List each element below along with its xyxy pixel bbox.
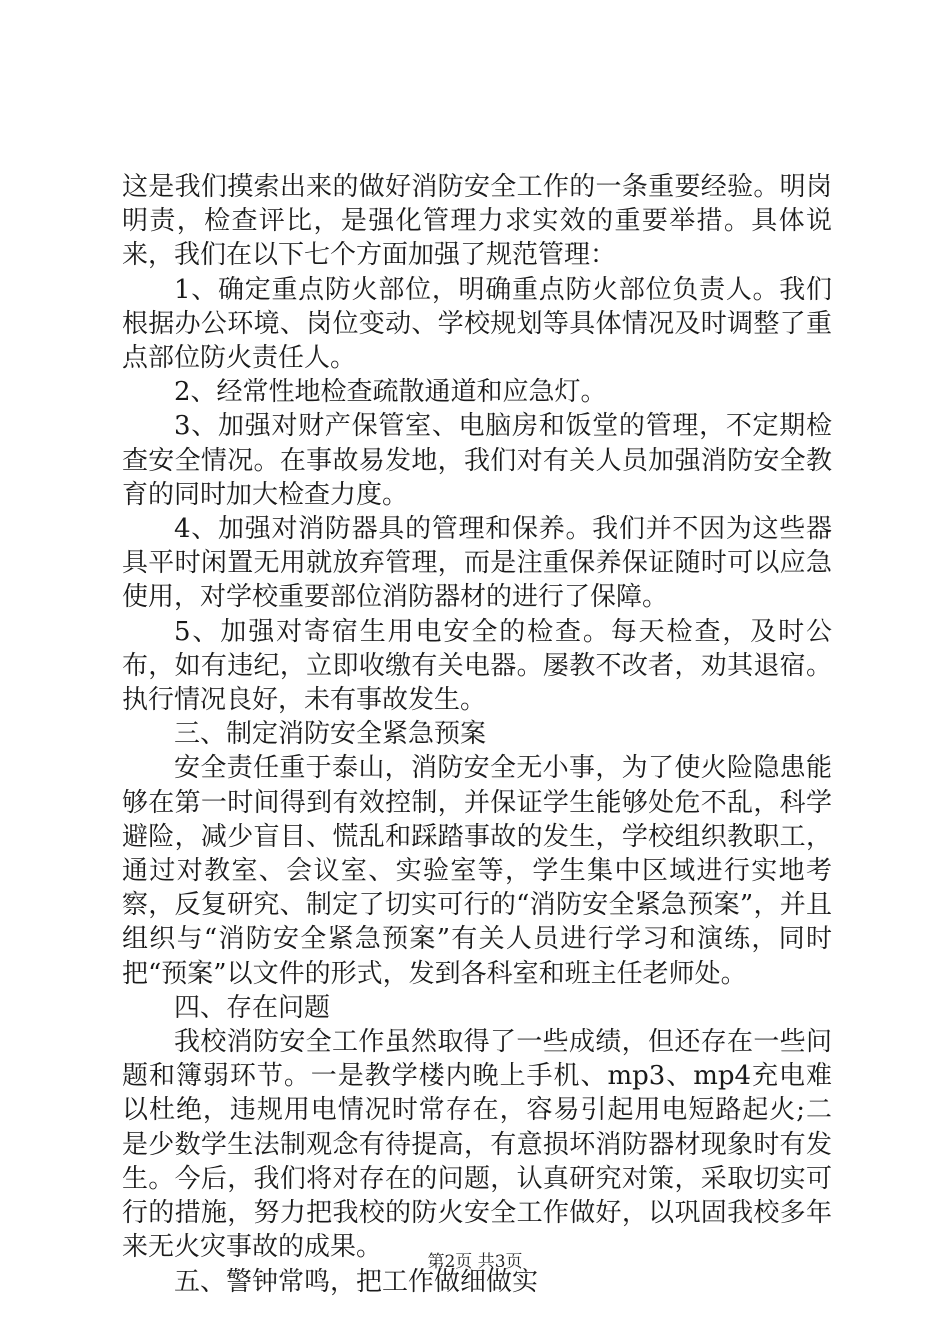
section-heading-emergency-plan: 三、制定消防安全紧急预案 [174,719,487,750]
paragraph-problems: 我校消防安全工作虽然取得了一些成绩，但还存在一些问题和簿弱环节。一是教学楼内晚上手机、mp3、mp4充电难以杜绝，违规用电情况时常存在，容易引起用电短路起火;二是少数学生法制观念有待提高，有意损坏消防器材现象时有发生。今后，我们将对存在的问题，认真研究对策，采取切实可行的措施，努力把我校的防火安全工作做好，以巩固我校多年来无火灾事故的成果。 [122,1027,832,1263]
paragraph-item-5: 5、加强对寄宿生用电安全的检查。每天检查，及时公布，如有违纪，立即收缴有关电器。屡教不改者，劝其退宿。执行情况良好，未有事故发生。 [122,616,832,716]
section-heading-alarm: 五、警钟常鸣，把工作做细做实 [174,1266,539,1297]
paragraph-item-4: 4、加强对消防器具的管理和保养。我们并不因为这些器具平时闲置无用就放弃管理，而是注重保养保证随时可以应急使用，对学校重要部位消防器材的进行了保障。 [122,514,832,613]
paragraph-intro: 这是我们摸索出来的做好消防安全工作的一条重要经验。明岗明责，检查评比，是强化管理力求实效的重要举措。具体说来，我们在以下七个方面加强了规范管理： [122,172,832,271]
page-number-footer: 第2页 共3页 [427,1252,523,1272]
document-body [122,170,832,1299]
paragraph-item-3: 3、加强对财产保管室、电脑房和饭堂的管理，不定期检查安全情况。在事故易发地，我们对有关人员加强消防安全教育的同时加大检查力度。 [122,411,832,510]
paragraph-emergency-plan: 安全责任重于泰山，消防安全无小事，为了使火险隐患能够在第一时间得到有效控制，并保证学生能够处危不乱，科学避险，减少盲目、慌乱和踩踏事故的发生，学校组织教职工，通过对教室、会议室、实验室等，学生集中区域进行实地考察，反复研究、制定了切实可行的“消防安全紧急预案”，并且组织与“消防安全紧急预案”有关人员进行学习和演练，同时把“预案”以文件的形式，发到各科室和班主任老师处。 [122,753,832,989]
section-heading-problems: 四、存在问题 [174,992,331,1023]
paragraph-item-2: 2、经常性地检查疏散通道和应急灯。 [174,377,607,408]
paragraph-item-1: 1、确定重点防火部位，明确重点防火部位负责人。我们根据办公环境、岗位变动、学校规划等具体情况及时调整了重点部位防火责任人。 [122,274,832,374]
